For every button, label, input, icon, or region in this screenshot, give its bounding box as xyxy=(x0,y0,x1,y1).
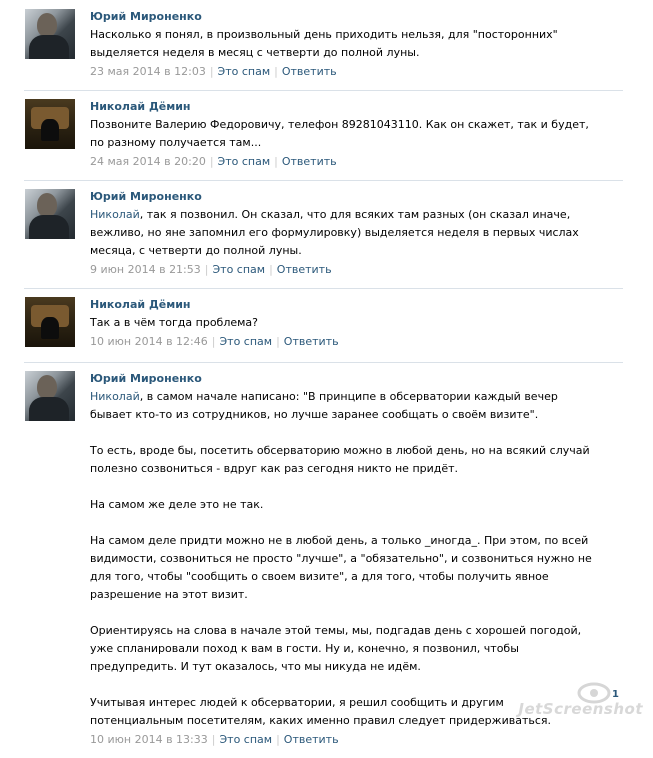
separator: | xyxy=(209,65,214,78)
comment xyxy=(0,0,653,90)
report-spam-link[interactable]: Это спам xyxy=(217,155,271,168)
separator: | xyxy=(211,335,216,348)
comment-date[interactable]: 10 июн 2014 в 12:46 xyxy=(90,335,208,348)
comment-paragraph-text: Насколько я понял, в произвольный день приходить нельзя, для "посторонних" выделяется неделя в месяц с четверти до полной луны. xyxy=(90,28,558,59)
comment-text xyxy=(90,388,600,730)
comment-meta xyxy=(90,732,653,748)
comment-meta xyxy=(90,64,653,80)
separator: | xyxy=(276,335,280,348)
avatar[interactable] xyxy=(25,9,75,59)
reply-link[interactable]: Ответить xyxy=(281,155,337,168)
comment-paragraph xyxy=(90,622,600,676)
comment-paragraph-text: На самом же деле это не так. xyxy=(90,498,264,511)
comment-author-link[interactable]: Юрий Мироненко xyxy=(90,190,202,203)
comment-paragraph-text: , в самом начале написано: "В принципе в обсерватории каждый вечер бывает кто-то из сотрудников, но лучше заранее сообщать о своём визите". xyxy=(90,390,558,421)
avatar[interactable] xyxy=(25,99,75,149)
reply-link[interactable]: Ответить xyxy=(276,263,332,276)
report-spam-link[interactable]: Это спам xyxy=(219,335,273,348)
comment-paragraph-text: Учитывая интерес людей к обсерватории, я решил сообщить и другим потенциальным посетителям, каких именно правил следует придерживаться. xyxy=(90,696,551,727)
comment-text xyxy=(90,26,600,62)
comment-paragraph xyxy=(90,26,600,62)
comment-paragraph xyxy=(90,496,600,514)
comment-meta xyxy=(90,154,653,170)
comment xyxy=(0,180,653,288)
separator: | xyxy=(276,733,280,746)
separator: | xyxy=(274,65,278,78)
comment-paragraph xyxy=(90,206,600,260)
comment-author-link[interactable]: Юрий Мироненко xyxy=(90,372,202,385)
comment-paragraph-text: То есть, вроде бы, посетить обсерваторию можно в любой день, но на всякий случай полезно созвониться - вдруг как раз сегодня никто не придёт. xyxy=(90,444,590,475)
comment-text xyxy=(90,314,600,332)
comment-paragraph xyxy=(90,532,600,604)
comment-author-link[interactable]: Николай Дёмин xyxy=(90,100,191,113)
comment-author-link[interactable]: Юрий Мироненко xyxy=(90,10,202,23)
comment-date[interactable]: 23 мая 2014 в 12:03 xyxy=(90,65,206,78)
comment-author-link[interactable]: Николай Дёмин xyxy=(90,298,191,311)
separator: | xyxy=(211,733,216,746)
comment-text xyxy=(90,206,600,260)
separator: | xyxy=(269,263,273,276)
comment-paragraph xyxy=(90,388,600,424)
comment-paragraph-text: Позвоните Валерию Федоровичу, телефон 89281043110. Как он скажет, так и будет, по разному получается там... xyxy=(90,118,589,149)
comment-paragraph-text: На самом деле придти можно не в любой день, а только _иногда_. При этом, по всей видимости, созвониться не просто "лучше", а "обязательно", и созвониться нужно не для того, чтобы "сообщить о своем визите", а для того, чтобы получить явное разрешение на этот визит. xyxy=(90,534,592,601)
watermark-number: 1 xyxy=(612,689,619,700)
reply-link[interactable]: Ответить xyxy=(281,65,337,78)
comment-paragraph xyxy=(90,314,600,332)
avatar[interactable] xyxy=(25,189,75,239)
mention-link[interactable]: Николай xyxy=(90,208,140,221)
comment xyxy=(0,90,653,180)
avatar[interactable] xyxy=(25,297,75,347)
separator: | xyxy=(274,155,278,168)
separator: | xyxy=(209,155,214,168)
comment xyxy=(0,288,653,362)
separator: | xyxy=(204,263,209,276)
watermark-text: JetScreenshot xyxy=(518,700,643,718)
mention-link[interactable]: Николай xyxy=(90,390,140,403)
comment-paragraph xyxy=(90,116,600,152)
comment-date[interactable]: 24 мая 2014 в 20:20 xyxy=(90,155,206,168)
comment-meta xyxy=(90,334,653,350)
report-spam-link[interactable]: Это спам xyxy=(212,263,266,276)
comment-date[interactable]: 9 июн 2014 в 21:53 xyxy=(90,263,201,276)
comment-paragraph-text: Так а в чём тогда проблема? xyxy=(90,316,259,329)
avatar[interactable] xyxy=(25,371,75,421)
reply-link[interactable]: Ответить xyxy=(283,733,339,746)
report-spam-link[interactable]: Это спам xyxy=(219,733,273,746)
watermark xyxy=(518,680,647,720)
report-spam-link[interactable]: Это спам xyxy=(217,65,271,78)
comment-meta xyxy=(90,262,653,278)
comment-date[interactable]: 10 июн 2014 в 13:33 xyxy=(90,733,208,746)
comment-paragraph xyxy=(90,442,600,478)
comment-paragraph-text: , так я позвонил. Он сказал, что для всяких там разных (он сказал иначе, вежливо, но яне запомнил его формулировку) выделяется неделя в первых числах месяца, с четверти до полной луны. xyxy=(90,208,579,257)
reply-link[interactable]: Ответить xyxy=(283,335,339,348)
comment-text xyxy=(90,116,600,152)
comment-paragraph-text: Ориентируясь на слова в начале этой темы, мы, подгадав день с хорошей погодой, уже спланировали поход к вам в гости. Ну и, конечно, я позвонил, чтобы предупредить. И тут оказалось, что мы никуда не идём. xyxy=(90,624,582,673)
